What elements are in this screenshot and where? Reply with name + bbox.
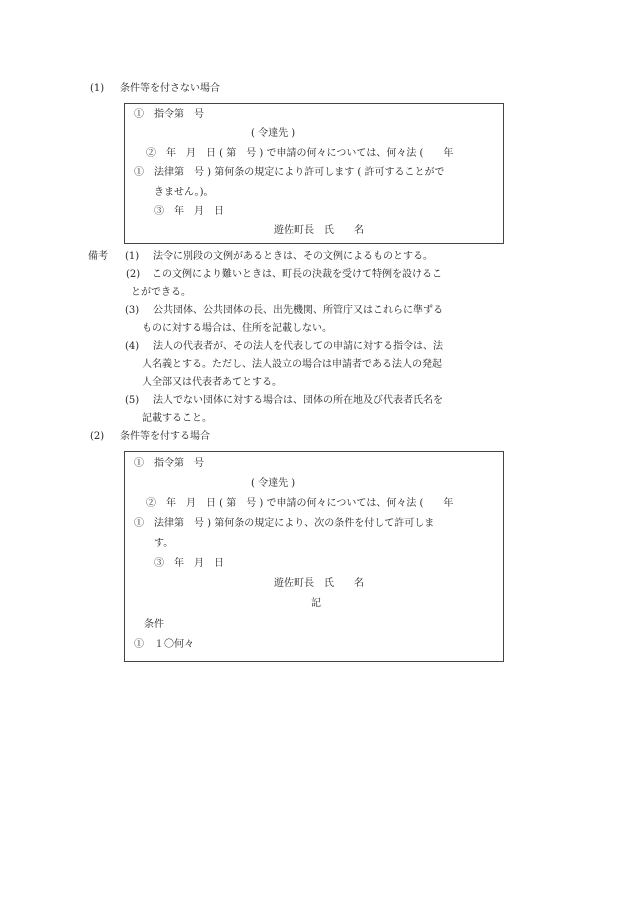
signature-line: 遊佐町長 氏 名 (274, 578, 364, 589)
law-reference-line: ① 法律第 号 ) 第何条の規定により、次の条件を付して許可しま (134, 518, 435, 529)
issue-date-line: ③ 年 月 日 (154, 206, 224, 217)
application-date-line: ② 年 月 日 ( 第 号 ) で申請の何々については、何々法 ( 年 (146, 498, 454, 509)
notes-label: 備考 (88, 251, 108, 262)
continuation-line: きません。)。 (154, 187, 214, 198)
issue-date-line: ③ 年 月 日 (154, 558, 224, 569)
section2-number: (2) (90, 431, 105, 442)
note-4-line-2: 人名義とする。ただし、法人設立の場合は申請者である法人の発起 (142, 359, 442, 370)
continuation-line: す。 (154, 538, 174, 549)
directive-number-line: ① 指令第 号 (134, 109, 204, 120)
note-2-line-1: この文例により難いときは、町長の決裁を受けて特例を設けるこ (152, 269, 442, 280)
note-2-line-2: とができる。 (131, 287, 191, 298)
note-2-number: (2) (126, 269, 141, 280)
note-1-line-1: 法令に別段の文例があるときは、その文例によるものとする。 (153, 251, 433, 262)
note-5-line-1: 法人でない団体に対する場合は、団体の所在地及び代表者氏名を (153, 395, 443, 406)
ki-label: 記 (311, 598, 321, 609)
section1-heading: 条件等を付さない場合 (120, 83, 220, 94)
section1-box (124, 103, 504, 244)
section2-box (124, 451, 504, 662)
note-3-line-2: ものに対する場合は、住所を記載しない。 (142, 323, 332, 334)
note-3-line-1: 公共団体、公共団体の長、出先機関、所管庁又はこれらに準ずる (153, 305, 443, 316)
note-5-number: (5) (125, 395, 140, 406)
note-4-line-1: 法人の代表者が、その法人を代表しての申請に対する指令は、法 (153, 341, 443, 352)
note-1-number: (1) (125, 251, 140, 262)
law-reference-line: ① 法律第 号 ) 第何条の規定により許可します ( 許可することがで (134, 167, 445, 178)
signature-line: 遊佐町長 氏 名 (274, 225, 364, 236)
note-4-line-3: 人全部又は代表者あてとする。 (142, 377, 282, 388)
condition-item: ① １〇何々 (134, 639, 194, 650)
note-5-line-2: 記載すること。 (142, 413, 212, 424)
note-4-number: (4) (125, 341, 140, 352)
section2-heading: 条件等を付する場合 (120, 431, 210, 442)
application-date-line: ② 年 月 日 ( 第 号 ) で申請の何々については、何々法 ( 年 (146, 148, 454, 159)
addressee-line: ( 令達先 ) (251, 128, 296, 139)
addressee-line: ( 令達先 ) (251, 478, 296, 489)
note-3-number: (3) (125, 305, 140, 316)
section1-number: (1) (90, 83, 105, 94)
directive-number-line: ① 指令第 号 (134, 458, 204, 469)
conditions-label: 条件 (144, 619, 164, 630)
